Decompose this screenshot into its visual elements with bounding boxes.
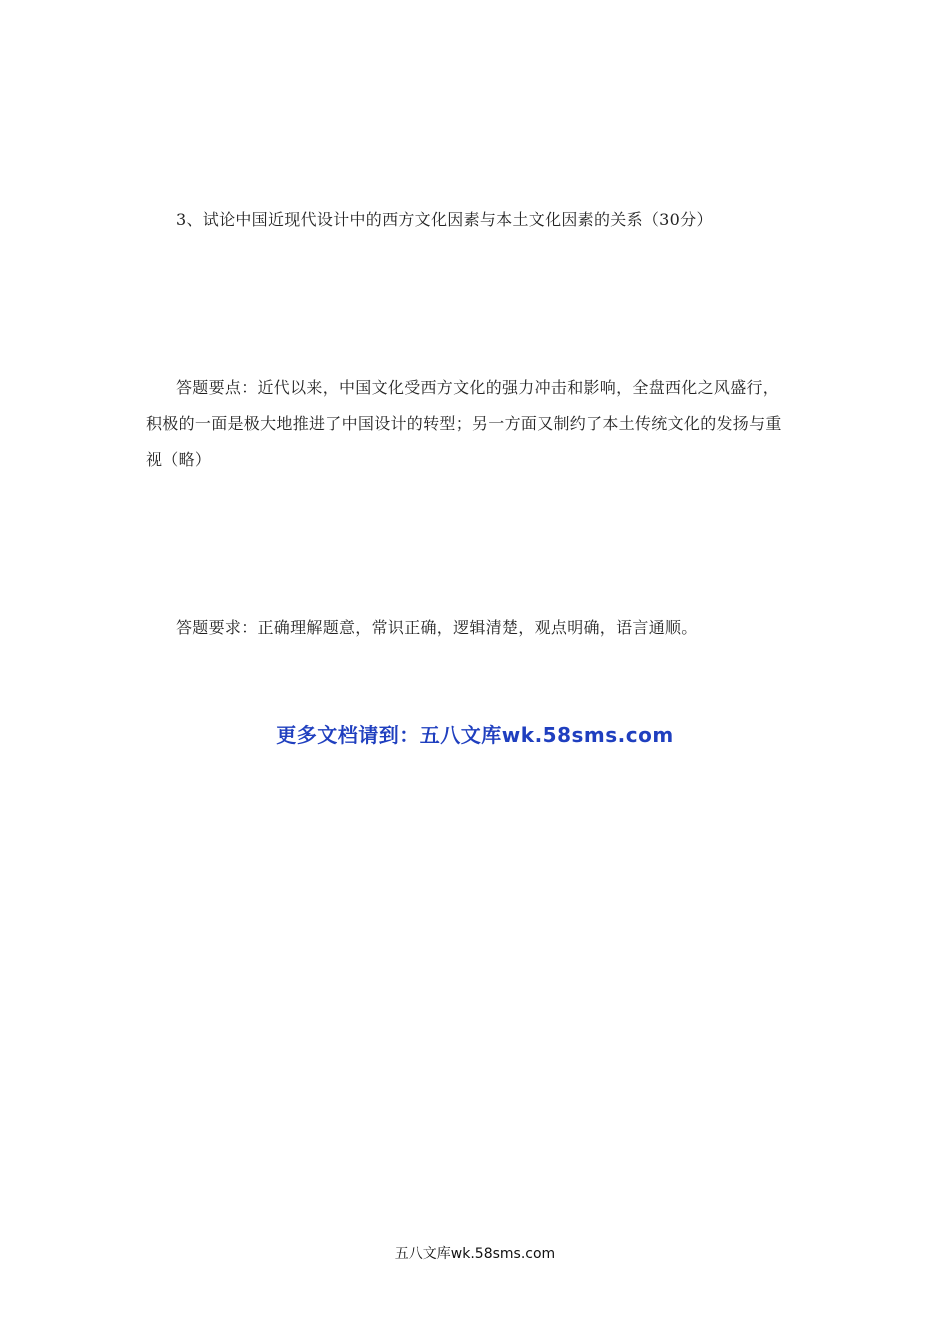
page-footer: 五八文库wk.58sms.com bbox=[394, 1246, 556, 1262]
promo-link[interactable]: 更多文档请到：五八文库wk.58sms.com bbox=[276, 723, 674, 747]
answer-requirements-text: 答题要求：正确理解题意，常识正确，逻辑清楚，观点明确，语言通顺。 bbox=[176, 618, 698, 637]
question-3-text: 3、试论中国近现代设计中的西方文化因素与本土文化因素的关系（30分） bbox=[176, 210, 713, 229]
answer-points-line-3: 视（略） bbox=[146, 450, 212, 469]
answer-points-line-1: 答题要点：近代以来，中国文化受西方文化的强力冲击和影响，全盘西化之风盛行， bbox=[176, 378, 780, 397]
answer-points-line-2: 积极的一面是极大地推进了中国设计的转型；另一方面又制约了本土传统文化的发扬与重 bbox=[146, 414, 782, 433]
